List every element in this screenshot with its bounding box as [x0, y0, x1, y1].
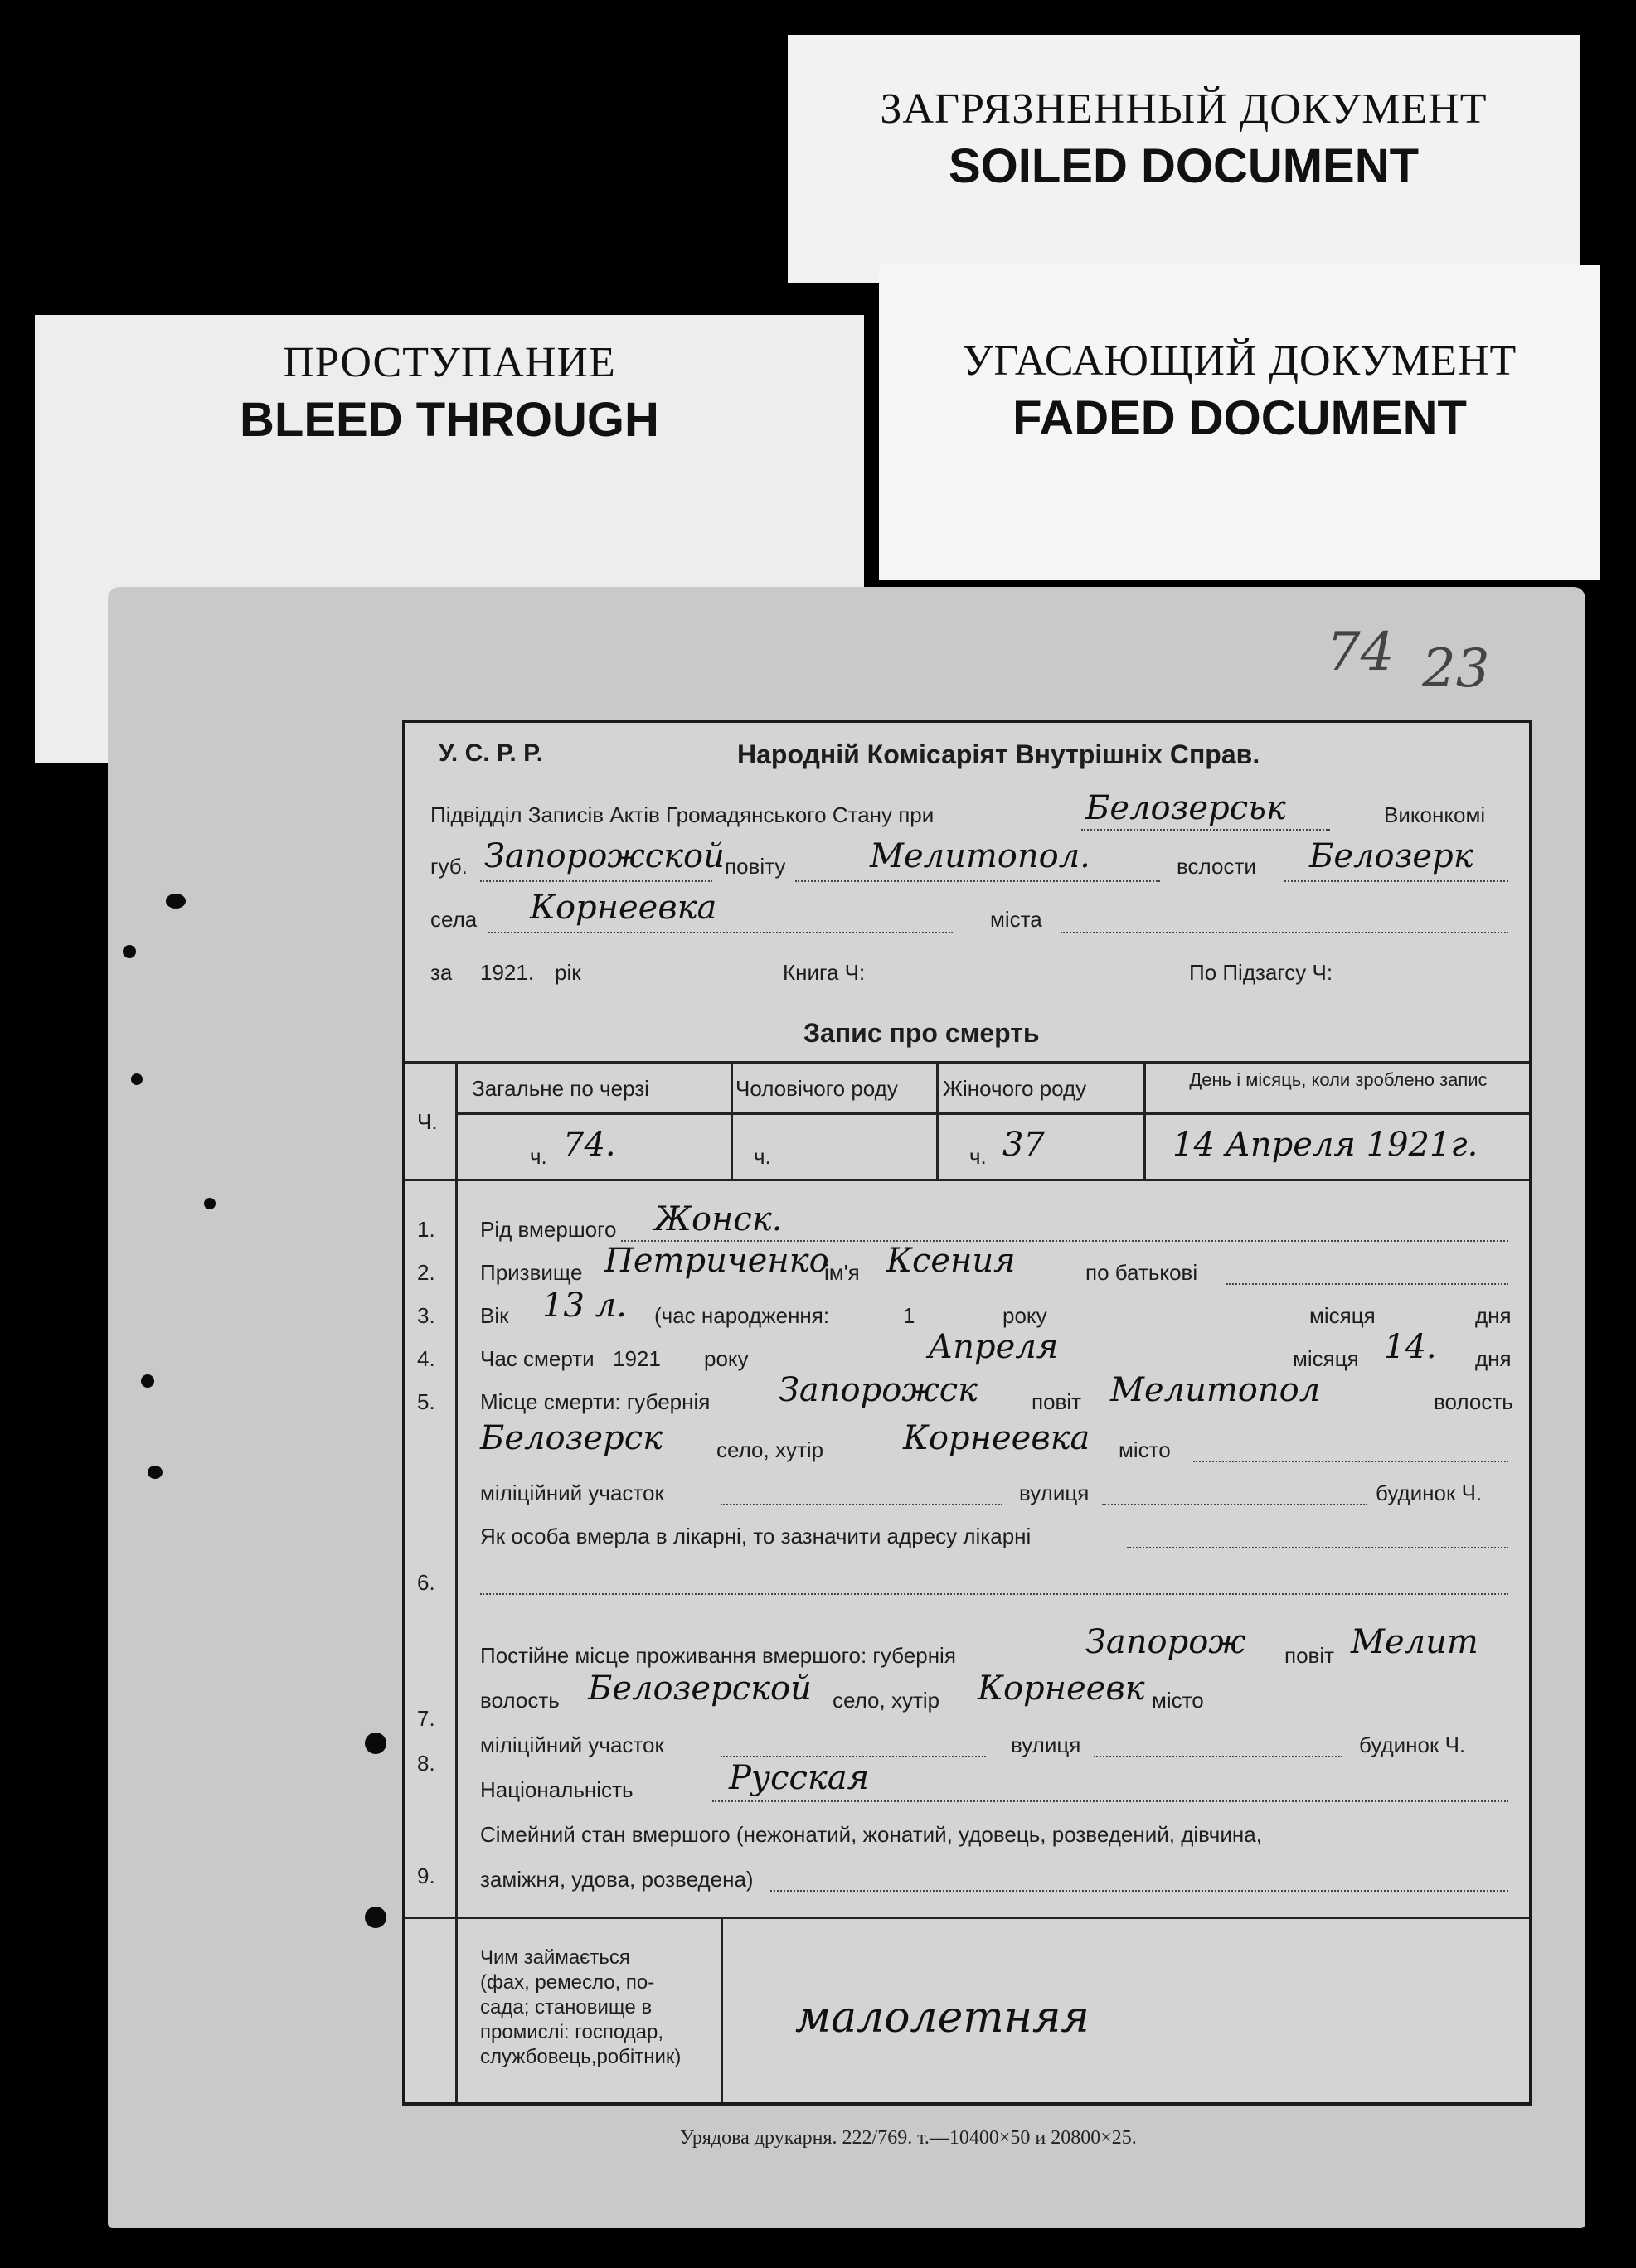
r6-house-label: будинок Ч. [1359, 1732, 1466, 1757]
r9-handwritten: малолетняя [795, 1993, 1090, 2043]
selo-handwritten: Корнеевка [530, 889, 717, 927]
mista-label: міста [990, 907, 1042, 932]
r3-day-label: дня [1475, 1303, 1512, 1328]
row-number: 1. [417, 1217, 435, 1242]
r5-street-label: вулиця [1019, 1480, 1090, 1505]
faded-label-en: FADED DOCUMENT [1012, 391, 1467, 445]
r5-povit-handwritten: Мелитопол [1110, 1371, 1321, 1409]
year-value: 1921. [480, 960, 535, 985]
table-rule [405, 1179, 1529, 1181]
dotted-line [1284, 880, 1508, 882]
r5-militia-label: міліційний участок [480, 1480, 664, 1505]
dotted-line [712, 1800, 1508, 1802]
povit-handwritten: Мелитопол. [870, 837, 1090, 875]
bleed-label-ru: ПРОСТУПАНИЕ [283, 339, 616, 386]
dotted-line [480, 1593, 1508, 1595]
book-label: Книга Ч: [783, 960, 866, 985]
r5-selo-handwritten: Корнеевка [903, 1419, 1090, 1457]
r2-label: Призвище [480, 1260, 583, 1285]
r3-one: 1 [903, 1303, 915, 1328]
dotted-line [721, 1756, 986, 1757]
corner-number-second: 23 [1422, 638, 1490, 700]
r2-surname-handwritten: Петриченко [604, 1242, 829, 1280]
col-n-header: Ч. [417, 1109, 438, 1134]
executive-label: Виконкомі [1384, 802, 1486, 827]
r5-volost-handwritten: Белозерск [480, 1419, 663, 1457]
dotted-line [1102, 1504, 1367, 1505]
punch-hole [365, 1907, 386, 1928]
record-title: Запис про смерть [803, 1018, 1040, 1048]
r4-label: Час смерти [480, 1346, 595, 1371]
r2-patronymic-label: по батькові [1085, 1260, 1198, 1285]
r4-day-handwritten: 14. [1384, 1328, 1437, 1366]
r1-label: Рід вмершого [480, 1217, 617, 1242]
table-rule [405, 1061, 1529, 1064]
r6-volost-handwritten: Белозерской [588, 1670, 812, 1708]
subdept-label: Підвідділ Записів Актів Громадянського Стану при [430, 802, 935, 827]
row-number: 6. [417, 1570, 435, 1595]
female-value: 37 [1002, 1126, 1045, 1164]
dotted-line [1094, 1756, 1342, 1757]
r5-gub-handwritten: Запорожск [779, 1371, 978, 1409]
printer-footer: Урядова друкарня. 222/769. т.—10400×50 и 20800×25. [680, 2127, 1137, 2149]
r5-selo-label: село, хутір [716, 1437, 824, 1462]
r6-misto-label: місто [1152, 1688, 1204, 1713]
col-general-header: Загальне по черзі [472, 1076, 649, 1101]
row-number: 7. [417, 1706, 435, 1731]
punch-hole [131, 1073, 143, 1085]
r6-volost-label: волость [480, 1688, 560, 1713]
dotted-line [480, 880, 712, 882]
r6-povit-handwritten: Мелит [1351, 1623, 1478, 1661]
soiled-label-ru: ЗАГРЯЗНЕННЫЙ ДОКУМЕНТ [880, 85, 1488, 133]
table-rule [936, 1061, 939, 1179]
r4-month-label: місяця [1293, 1346, 1359, 1371]
r3-birth-label: (час народження: [654, 1303, 830, 1328]
r1-handwritten: Жонск. [654, 1200, 783, 1238]
punch-hole [148, 1466, 163, 1479]
dotted-line [488, 932, 953, 933]
subdept-handwritten: Белозерськ [1085, 789, 1286, 827]
r5-volost-label: волость [1434, 1389, 1513, 1414]
volost-handwritten: Белозерк [1309, 837, 1473, 875]
dotted-line [770, 1890, 1508, 1892]
usrr-heading: У. С. Р. Р. [439, 739, 543, 767]
r9-label: службовець,робітник) [480, 2046, 682, 2068]
year-suffix: рік [555, 960, 581, 985]
col-male-header: Чоловічого роду [735, 1076, 898, 1101]
faded-label-ru: УГАСАЮЩИЙ ДОКУМЕНТ [962, 337, 1517, 385]
r9-label: (фах, ремесло, по- [480, 1971, 655, 1994]
punch-hole [123, 945, 136, 958]
punch-hole [204, 1198, 216, 1209]
subrecord-label: По Підзагсу Ч: [1189, 960, 1333, 985]
r9-label: промислі: господар, [480, 2021, 664, 2043]
col-date-header: День і місяць, коли зроблено запис [1189, 1069, 1488, 1090]
row-number: 5. [417, 1389, 435, 1414]
dotted-line [795, 880, 1160, 882]
commissariat-heading: Народній Комісаріят Внутрішніх Справ. [737, 739, 1260, 769]
r5-misto-label: місто [1119, 1437, 1171, 1462]
r2-name-label: ім'я [824, 1260, 860, 1285]
table-rule [731, 1061, 733, 1179]
col-female-header: Жіночого роду [943, 1076, 1087, 1101]
death-record-form [402, 720, 1532, 2106]
row-number: 2. [417, 1260, 435, 1285]
date-value: 14 Апреля 1921г. [1172, 1126, 1478, 1164]
r6-gub-handwritten: Запорож [1085, 1623, 1246, 1661]
dotted-line [1226, 1283, 1508, 1285]
dotted-line [721, 1504, 1002, 1505]
r6-militia-label: міліційний участок [480, 1732, 664, 1757]
r5-povit-label: повіт [1032, 1389, 1082, 1414]
r6-selo-label: село, хутір [833, 1688, 940, 1713]
r6-street-label: вулиця [1011, 1732, 1081, 1757]
r6-povit-label: повіт [1284, 1643, 1335, 1668]
table-rule [455, 1112, 1529, 1115]
table-rule [455, 1061, 458, 2102]
r2-name-handwritten: Ксения [886, 1242, 1016, 1280]
r6-label: Постійне місце проживання вмершого: губернія [480, 1643, 956, 1668]
gub-handwritten: Запорожской [484, 837, 725, 875]
table-rule [405, 1917, 1529, 1919]
row-number: 9. [417, 1863, 435, 1888]
row-number: 8. [417, 1751, 435, 1776]
bleed-label-en: BLEED THROUGH [240, 393, 659, 447]
r4-month-handwritten: Апреля [928, 1328, 1059, 1366]
r9-label: сада; становище в [480, 1996, 653, 2018]
punch-hole [166, 894, 186, 909]
r4-year-label: року [704, 1346, 749, 1371]
row-number: 4. [417, 1346, 435, 1371]
general-ch: ч. [530, 1144, 547, 1169]
volost-label: вслости [1177, 854, 1256, 879]
male-ch: ч. [754, 1144, 771, 1169]
dotted-line [1193, 1461, 1508, 1462]
r8-label-continued: заміжня, удова, розведена) [480, 1867, 754, 1892]
table-rule [721, 1917, 723, 2102]
dotted-line [1127, 1547, 1508, 1548]
dotted-line [1081, 829, 1330, 831]
punch-hole [141, 1374, 154, 1388]
r5-label: Місце смерти: губернія [480, 1389, 711, 1414]
corner-number-first: 74 [1327, 622, 1395, 683]
r3-year-label: року [1002, 1303, 1047, 1328]
selo-label: села [430, 907, 478, 932]
faded-document-card [879, 265, 1600, 580]
povit-label: повіту [725, 854, 786, 879]
r9-label: Чим займається [480, 1946, 630, 1969]
punch-hole [365, 1732, 386, 1754]
r6-selo-handwritten: Корнеевк [978, 1670, 1145, 1708]
r7-label: Національність [480, 1777, 634, 1802]
soiled-label-en: SOILED DOCUMENT [948, 139, 1420, 193]
table-rule [1143, 1061, 1146, 1179]
r5-house-label: будинок Ч. [1376, 1480, 1483, 1505]
r3-month-label: місяця [1309, 1303, 1376, 1328]
r8-label: Сімейний стан вмершого (нежонатий, жонатий, удовець, розведений, дівчина, [480, 1822, 1262, 1847]
r7-handwritten: Русская [729, 1759, 870, 1797]
gub-label: губ. [430, 854, 468, 879]
r3-label: Вік [480, 1303, 509, 1328]
female-ch: ч. [969, 1144, 987, 1169]
general-value: 74. [563, 1126, 616, 1164]
soiled-document-card [788, 35, 1580, 284]
r4-year-value: 1921 [613, 1346, 661, 1371]
year-label: за [430, 960, 453, 985]
r5-hospital-label: Як особа вмерла в лікарні, то зазначити адресу лікарні [480, 1524, 1032, 1548]
row-number: 3. [417, 1303, 435, 1328]
r4-day-label: дня [1475, 1346, 1512, 1371]
r3-age-handwritten: 13 л. [542, 1287, 627, 1325]
dotted-line [1061, 932, 1508, 933]
